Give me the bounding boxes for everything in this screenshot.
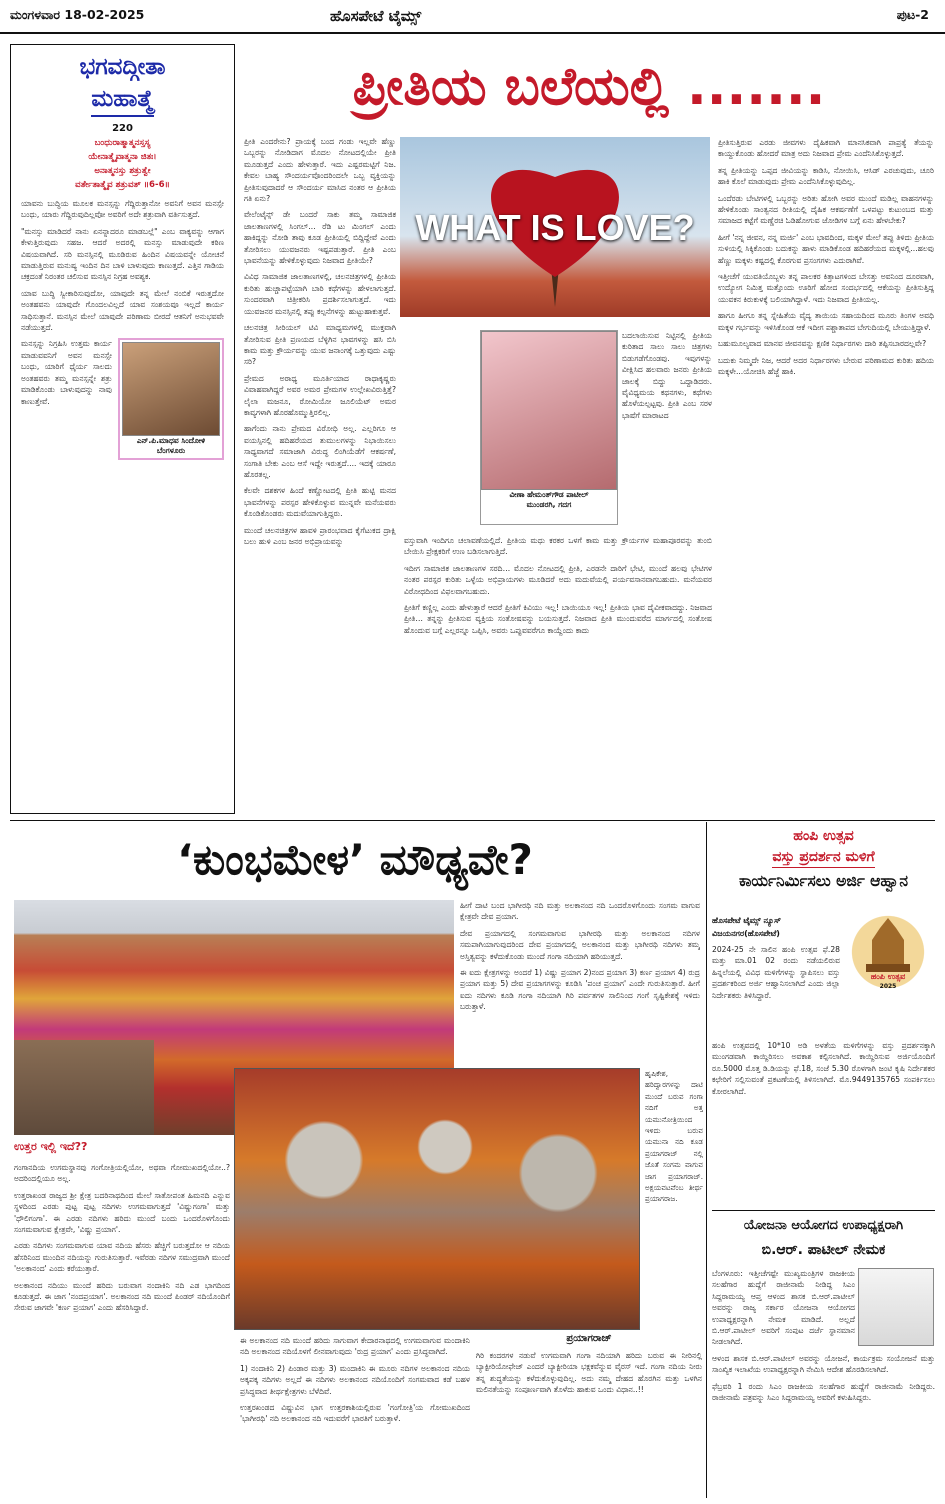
gita-author-photo xyxy=(122,342,220,436)
yojana-headline xyxy=(712,1214,935,1266)
river-water xyxy=(14,1040,154,1135)
love-author-photo xyxy=(481,331,617,490)
love-image xyxy=(400,137,710,317)
love-paragraph: ವೇಲೆಂಟೈನ್ಸ್ ಡೇ ಬಂದರೆ ಸಾಕು ತಮ್ಮ ಸಾಮಾಜಿಕ ಜಾಲತಾಣಗಳಲ್ಲಿ ಸಿಂಗಲ್… ರೆಡಿ ಟು ಮಿಂಗಲ್ ಎಂದು ಹಾಕಿದ್ದನ್ನು ನೋಡಿ ತಾವು ಕೂಡ ಪ್ರೀತಿಯಲ್ಲಿ ಬಿದ್ದಿದ್ದೇವೆ ಎಂದು ತೋರಿಸಲು ಯುವಜನರು ಇಷ್ಟಪಡುತ್ತಾರೆ. ಪ್ರೀತಿ ಎಂಬ ಭಾವನೆಯನ್ನು ಹೇಳಿಕೊಳ್ಳುವುದು ನಿಜವಾದ ಪ್ರೀತಿಯೇ? xyxy=(244,210,396,266)
kumbh-subhead: ಉತ್ತರ ಇಲ್ಲಿ ಇದೆ?? xyxy=(14,1140,88,1153)
love-column-2a xyxy=(622,330,712,530)
love-paragraph: ಬದಲಾಯಿಸುವ ನಿಟ್ಟಿನಲ್ಲಿ ಪ್ರೀತಿಯ ಕುರಿತಾದ ಸಾಲು ಸಾಲು ಚಿತ್ರಗಳು ಬಿಡುಗಡೆಗೊಂಡವು. ಇವುಗಳನ್ನು ವೀಕ್ಷಿಸಿದ ಹಲವಾರು ಜನರು ಪ್ರೀತಿಯ ಜಾಲಕ್ಕೆ ಬಿದ್ದು ಒದ್ದಾಡಿದರು. ವೈವಿಧ್ಯಮಯ ಕಥನಗಳು, ಕಥೆಗಳು ಹೊಳೆಯಲ್ಪಟ್ಟವು. ಪ್ರೀತಿ ಎಂಬ ಸರಳ ಭಾಷೆಗೆ ಮಾರಾಟದ xyxy=(622,331,712,420)
kumbh-headline: ‘ಕುಂಭಮೇಳ’ ಮೌಢ್ಯವೇ? xyxy=(177,835,533,884)
hampi-byline xyxy=(712,914,832,942)
love-paragraph: ಪ್ರೇಮದ ಅರಾಧ್ಯ ಮೂರ್ತಿಯಾದ ರಾಧಾಕೃಷ್ಣರು ವಿವಾಹವಾಗಿದ್ದರೆ ಅವರ ಅಮರ ಪ್ರೇಮಗಳ ಉಲ್ಲೇಖವಿರುತ್ತಿತ್ತೆ? ಲೈಲಾ ಮಜನೂ, ರೋಮಿಯೋ ಜೂಲಿಯೆಟ್ ಅಮರ ಕಾವ್ಯಗಳಾಗಿ ಹೊರಹೊಮ್ಮುತ್ತಿರಲಿಲ್ಲ. xyxy=(244,373,396,417)
yojana-text xyxy=(712,1268,935,1496)
gita-author-box xyxy=(118,338,224,460)
gita-paragraph: ಯಾವ ಬುದ್ಧಿ ಸ್ವೀಕಾರಿಸುವುದೋ, ಯಾವುದೇ ತನ್ನ ಮೇಲೆ ನಂಬಿಕೆ ಇರುತ್ತದೋ ಅಂತಹವನು ಯಾವುದೇ ಗೊಂದಲವಿಲ್ಲದೆ ಯಾವ ಸಂಶಯವೂ ಇಲ್ಲದೆ ಕಾರ್ಯ ಸಾಧಿಸುತ್ತಾನೆ. ಮನಸ್ಸಿನ ಮೇಲೆ ಯಾವುದೇ ಪರಿಣಾಮ ಬೀರದೆ ಆತನಿಗೆ ಅನುಭವವೇ ನಡೆಯುತ್ತದೆ. xyxy=(21,288,224,333)
kumbh-left-column xyxy=(14,1162,230,1492)
shloka-line: ಯೇನಾತ್ಮೈವಾತ್ಮನಾ ಜಿತಃ। xyxy=(88,152,157,162)
section-divider xyxy=(712,1210,935,1211)
love-column-3 xyxy=(718,137,934,815)
kumbh-bottom-right xyxy=(476,1350,702,1495)
column-divider xyxy=(706,822,707,1498)
kumbh-bottom-middle xyxy=(240,1335,470,1495)
hampi-byline-source: ಹೊಸಪೇಟೆ ಟೈಮ್ಸ್ ನ್ಯೂಸ್ xyxy=(712,916,781,925)
gita-paragraph: ಮನಸ್ಸನ್ನು ನಿಗ್ರಹಿಸಿ ಉತ್ತಮ ಕಾರ್ಯ ಮಾಡುವವನಿಗೆ ಅವನ ಮನಸ್ಸೇ ಬಂಧು, ಯಾರಿಗೆ ಧೈರ್ಯ ಸಾಲದು ಅಂತಹವರು ತಮ್ಮ ಮನಸ್ಸನ್ನೇ ಶತ್ರು ಮಾಡಿಕೊಂಡು ಬಾಳುವುದನ್ನು ನಾವು ಕಾಣುತ್ತೇವೆ. xyxy=(21,339,112,406)
love-paragraph: ಹಾಗೂ ಹೀಗೂ ತನ್ನ ಸ್ನೇಹಿತೆಯ ವೈದ್ಯ ತಾಯಿಯ ಸಹಾಯದಿಂದ ಮೂರು ತಿಂಗಳ ಅವಧಿ ಮಕ್ಕಳ ಗರ್ಭವನ್ನು ಇಳಿಸಿಕೊಂಡ ಆಕೆ ಇದೀಗ ಪಶ್ಚಾತಾಪದ ಬೇಗುದಿಯಲ್ಲಿ ಬೇಯುತ್ತಿದ್ದಾಳೆ. xyxy=(718,311,934,332)
kumbh-top-right-text xyxy=(460,900,700,1065)
hampi-title-line3: ಕಾರ್ಯನಿರ್ಮಿಸಲು ಅರ್ಜಿ ಆಹ್ವಾನ xyxy=(738,872,909,890)
love-paragraph: ಬದುಕು ನಿಮ್ಮದೇ ನಿಜ, ಆದರೆ ಅದರ ನಿರ್ಧಾರಗಳು ಬೇರುವ ಪರಿಣಾಮದ ಕುರಿತು ಹದಿಯ ಮಕ್ಕಳೇ...ಯೋಚಿಸಿ ಹೆಜ್ಜೆ ಹಾಕಿ. xyxy=(718,355,934,376)
love-author-name: ವೀಣಾ ಹೇಮಂತ್‌ಗೌಡ ಪಾಟೀಲ್ xyxy=(509,490,589,499)
gita-author-name: ಎನ್.ಪಿ.ಮಾಧವ ಸಿಂದೋಳಿ xyxy=(136,436,206,446)
yojana-title-line2: ಬಿ.ಆರ್. ಪಾಟೀಲ್ ನೇಮಕ xyxy=(761,1242,886,1258)
kumbh-sadhu-photo xyxy=(234,1068,640,1330)
love-paragraph: ತನ್ನ ಪ್ರೀತಿಯನ್ನು ಒಪ್ಪದ ಜೀವಿಯನ್ನು ಕಾಡಿಸಿ, ನೋಯಿಸಿ, ಆಸಿಡ್ ಎರಚುವುದು, ಚೂರಿ ಹಾಕಿ ಕೊಲೆ ಮಾಡುವುದು ಪ್ರೇಮ ಎಂದೆನಿಸಿಕೊಳ್ಳುವುದಿಲ್ಲ. xyxy=(718,165,934,187)
gita-title-line1: ಭಗವದ್ಗೀತಾ xyxy=(79,54,166,80)
kumbh-paragraph: ಅಲಕಾನಂದ ನದಿಯು ಮುಂದೆ ಹರಿದು ಬರುವಾಗ ನಂದಾಕಿನಿ ನದಿ ಎಡ ಭಾಗದಿಂದ ಕೂಡುತ್ತದೆ. ಈ ಜಾಗ 'ನಂದಪ್ರಯಾಗ'. ಅಲಕಾನಂದ ನದಿ ಮುಂದೆ ಪಿಂಡರ್ ನದಿಯೊಂದಿಗೆ ಸೇರುವ ಜಾಗವೇ 'ಕರ್ಣ ಪ್ರಯಾಗ' ಎಂದು ಹೆಸರಿಸಿದ್ದಾರೆ. xyxy=(14,1280,230,1313)
page-number: ಪುಟ-2 xyxy=(896,7,929,22)
kumbh-paragraph: ಉತ್ತರಾಖಂಡ ರಾಜ್ಯದ ಶ್ರೀ ಕ್ಷೇತ್ರ ಬದರಿನಾಥದಿಂದ ಮೇಲೆ ಸಾತೋಪಂತ ಹಿಮನದಿ ಎನ್ನುವ ಸ್ಥಳದಿಂದ ಎರಡು ಪುಟ್ಟ ಪುಟ್ಟ ನದಿಗಳು ಉಗಮವಾಗುತ್ತದೆ 'ವಿಷ್ಣುಗಂಗಾ' ಮತ್ತು 'ಧೌಲಿಗಂಗಾ'. ಈ ಎರಡು ನದಿಗಳು ಹರಿದು ಮುಂದೆ ಬಂದು ಒಂದರೊಳಗೊಂದು ಸಂಗಮವಾಗುವ ಕ್ಷೇತ್ರವೇ, 'ವಿಷ್ಣು ಪ್ರಯಾಗ'. xyxy=(14,1190,230,1235)
yojana-title-line1: ಯೋಜನಾ ಆಯೋಗದ ಉಪಾಧ್ಯಕ್ಷರಾಗಿ xyxy=(743,1218,904,1233)
love-paragraph: ಇದೀಗ ಸಾಮಾಜಿಕ ಜಾಲತಾಣಗಳ ಸರದಿ… ಮೊದಲ ನೋಟದಲ್ಲಿ ಪ್ರೀತಿ, ಎರಡನೇ ದಾರಿಗೆ ಭೇಟಿ, ಮುಂದೆ ಹಲವು ಭೇಟಿಗಳ ನಂತರ ಪರಸ್ಪರ ಕುರಿತು ಒಳ್ಳೆಯ ಅಭಿಪ್ರಾಯಗಳು ಮೂಡಿದರೆ ಅದು ಮದುವೆಯಲ್ಲಿ ಪರ್ಯವಸಾನವಾಗಬಹುದು. ಮನೆಯವರ ವಿರೋಧದಿಂದ ವಿಫಲವಾಗಬಹುದು. xyxy=(404,563,712,596)
yojana-paragraph: ಫೆಬ್ರವರಿ 1 ರಂದು ಸಿಎಂ ರಾಜಕೀಯ ಸಲಹೆಗಾರ ಹುದ್ದೆಗೆ ರಾಜೀನಾಮೆ ನೀಡಿದ್ದರು. ರಾಜೀನಾಮೆ ಪತ್ರವನ್ನು ಸಿಎಂ ಸಿದ್ದರಾಮಯ್ಯ ಅವರಿಗೆ ಕಳುಹಿಸಿದ್ದರು. xyxy=(712,1381,935,1403)
love-paragraph: ಪ್ರೀತಿಸುತ್ತಿರುವ ಎರಡು ಜೀವಗಳು ದೈಹಿಕವಾಗಿ ಮಾನಸಿಕವಾಗಿ ಪಾಪ್ರತ್ಯೆ ತೆಯನ್ನು ಕಾಯ್ದುಕೊಂಡು ಹೋದರೆ ಮಾತ್ರ ಅದು ನಿಜವಾದ ಪ್ರೇಮ ಎಂದೆನಿಸಿಕೊಳ್ಳುತ್ತದೆ. xyxy=(718,138,934,159)
gita-author-place: ಬೆಂಗಳೂರು xyxy=(156,446,186,456)
kumbh-paragraph: ಹೀಗೆ ದಾಟಿ ಬಂದ ಭಾಗೀರಥಿ ನದಿ ಮತ್ತು ಅಲಕಾನಂದ ನದಿ ಒಂದರೊಳಗೊಂದು ಸಂಗಮ ವಾಗುವ ಕ್ಷೇತ್ರವೇ ದೇವ ಪ್ರಯಾಗ. xyxy=(460,901,700,922)
hampi-title-line2: ವಸ್ತು ಪ್ರದರ್ಶನ ಮಳಿಗೆ xyxy=(772,847,874,868)
hampi-paragraph: 2024-25 ನೇ ಸಾಲಿನ ಹಂಪಿ ಉತ್ಸವ ಫೆ.28 ಮತ್ತು ಮಾ.01 02 ರಂದು ನಡೆಯಲಿರುವ ಹಿನ್ನಲೆಯಲ್ಲಿ ವಿವಿಧ ಮಳಿಗೆಗಳನ್ನು ಸ್ಥಾಪಿಸಲು ವಸ್ತು ಪ್ರದರ್ಶಕರಿಂದ ಅರ್ಜಿ ಆಹ್ವಾನಿಸಲಾಗಿದೆ ಎಂದು ಜಿಲ್ಲಾ ನಿರ್ದೇಶಕರು ತಿಳಿಸಿದ್ದಾರೆ. xyxy=(712,945,840,1000)
yojana-paragraph: ಬೆಂಗಳೂರು: ಇತ್ತೀಚೆಗಷ್ಟೇ ಮುಖ್ಯಮಂತ್ರಿಗಳ ರಾಜಕೀಯ ಸಲಹೆಗಾರ ಹುದ್ದೆಗೆ ರಾಜೀನಾಮೆ ನೀಡಿದ್ದ ಸಿಎಂ ಸಿದ್ದರಾಮಯ್ಯ ಆಪ್ತ ಆಳಂದ ಶಾಸಕ ಬಿ.ಆರ್.ಪಾಟೀಲ್ ಅವರನ್ನು ರಾಜ್ಯ ಸರ್ಕಾರ ಯೋಜನಾ ಆಯೋಗದ ಉಪಾಧ್ಯಕ್ಷರನ್ನಾಗಿ ನೇಮಕ ಮಾಡಿದೆ. ಅಲ್ಲದೆ ಬಿ.ಆರ್.ಪಾಟೀಲ್ ಅವರಿಗೆ ಸಂಪುಟ ದರ್ಜೆ ಸ್ಥಾನಮಾನ ನೀಡಲಾಗಿದೆ. xyxy=(712,1269,855,1347)
hampi-text-narrow xyxy=(712,944,840,1034)
shloka-line: ವರ್ತೇತಾತ್ಮೈವ ಶತ್ರುವತ್ ॥6-6॥ xyxy=(75,180,170,190)
kumbh-narrow-column xyxy=(645,1068,703,1330)
love-author-box xyxy=(480,330,618,525)
kumbh-paragraph: ಈ ಐದು ಕ್ಷೇತ್ರಗಳನ್ನು ಅಂದರೆ 1) ವಿಷ್ಣು ಪ್ರಯಾಗ 2)ನಂದ ಪ್ರಯಾಗ 3) ಕರ್ಣ ಪ್ರಯಾಗ 4) ರುದ್ರ ಪ್ರಯಾಗ ಮತ್ತು 5) ದೇವ ಪ್ರಯಾಗಗಳನ್ನು ಕೂಡಿಸಿ 'ಪಂಚ ಪ್ರಯಾಗ' ಎಂದೇ ಗುರುತಿಸುತ್ತಾರೆ. ಹೀಗೆ ಐದು ನದಿಗಳು ಕೂಡಿ ಗಂಗಾ ನದಿಯಾಗಿ ಗಿರಿ ಪರ್ವತಗಳ ಸಾಲಿನಿಂದ ಗಂಗೆ ಸೃಷ್ಟಿಕೇಶಕ್ಕೆ ಇಳಿದು ಬರುತ್ತಾಳೆ. xyxy=(460,968,700,1012)
kumbh-paragraph: ಗಿರಿ ಕಂದರಗಳ ನಡುವೆ ಉಗಮವಾಗಿ ಗಂಗಾ ನದಿಯಾಗಿ ಹರಿದು ಬರುವ ಈ ನೀರಿನಲ್ಲಿ ಬ್ಯಾಕ್ಟೀರಿಯೋಫೇಜ್ ಎಂದರೆ ಬ್ಯಾಕ್ಟೀರಿಯಾ ಭಕ್ಷಕವೆನ್ನುವ ವೈರಸ್ ಇದೆ. ಗಂಗಾ ನದಿಯ ನೀರು ತನ್ನ ಶುದ್ಧತೆಯನ್ನು ಕಳೆದುಕೊಳ್ಳುವುದಿಲ್ಲ. ಅದು ನಮ್ಮ ದೇಹದ ಹೊರಗಿನ ಮತ್ತು ಒಳಗಿನ ಮಲಿನತೆಯನ್ನು ಸಂಪೂರ್ಣವಾಗಿ ತೊಳೆದು ಹಾಕುವ ಒಂದು ವಿಧಾನ..!! xyxy=(476,1351,702,1395)
hampi-paragraph: ಹಂಪಿ ಉತ್ಸವದಲ್ಲಿ 10*10 ಅಡಿ ಅಳತೆಯ ಮಳಿಗೆಗಳನ್ನು ವಸ್ತು ಪ್ರದರ್ಶನಕ್ಕಾಗಿ ಮುಂಗಡವಾಗಿ ಕಾಯ್ದಿರಿಸಲು ಅವಕಾಶ ಕಲ್ಪಿಸಲಾಗಿದೆ. ಕಾಯ್ದಿರಿಸುವ ಅರ್ಜಿಯೊಂದಿಗೆ ರೂ.5000 ಮೊತ್ತ ಡಿ.ಡಿಯನ್ನು ಫೆ.18, ಸಂಜೆ 5.30 ರೊಳಗಾಗಿ ಜಂಟಿ ಕೃಷಿ ನಿರ್ದೇಶಕರ ಕಛೇರಿಗೆ ಸಲ್ಲಿಸುವಂತೆ ಪ್ರಕಟಣೆಯಲ್ಲಿ ತಿಳಿಸಲಾಗಿದೆ. ಮೊ.9449135765 ಸಂಪರ್ಕಿಸಲು ಕೋರಲಾಗಿದೆ. xyxy=(712,1041,935,1096)
love-headline: ಪ್ರೀತಿಯ ಬಲೆಯಲ್ಲಿ ....... xyxy=(352,57,826,117)
hampi-title-line1: ಹಂಪಿ ಉತ್ಸವ xyxy=(793,828,854,844)
gita-column xyxy=(10,44,235,814)
kumbh-paragraph: ಈ ಅಲಕಾನಂದ ನದಿ ಮುಂದೆ ಹರಿದು ಸಾಗುವಾಗ ಕೇದಾರನಾಥದಲ್ಲಿ ಉಗಮವಾಗುವ ಮಂದಾಕಿನಿ ನದಿ ಅಲಕಾನಂದ ನದಿಯೊಳಗೆ ಲೀನವಾಗುವುದು 'ರುದ್ರ ಪ್ರಯಾಗ' ಎಂದು ಪ್ರಸಿದ್ಧವಾಗಿದೆ. xyxy=(240,1336,470,1357)
logo-text: ಹಂಪಿ ಉತ್ಸವ xyxy=(870,972,906,981)
love-paragraph: ಮುಂದೆ ಚಲನಚಿತ್ರಗಳ ಹಾವಳಿ ಪ್ರಾರಂಭವಾದ ಕೈಗೆಟುಕದ ದ್ರಾಕ್ಷಿ ಬಲು ಹುಳಿ ಎಂಬ ಜನರ ಅಭಿಪ್ರಾಯವನ್ನು xyxy=(244,525,396,546)
love-paragraph: ಪ್ರೀತಿ ಎಂದರೇನು? ಪ್ರಾಯಕ್ಕೆ ಬಂದ ಗಂಡು ಇಲ್ಲವೇ ಹೆಣ್ಣು ಒಬ್ಬರನ್ನು ನೋಡಿದಾಗ ಮೊದಲ ನೋಟದಲ್ಲಿಯೇ ಪ್ರೀತಿ ಮೂಡುತ್ತದೆ ಎಂದು ಹೇಳುತ್ತಾರೆ. ಇದು ಎಷ್ಟರಮಟ್ಟಿಗೆ ನಿಜ. ಕೇವಲ ಬಾಹ್ಯ ಸೌಂದರ್ಯವೊಂದರಿಂದಲೇ ಒಬ್ಬ ವ್ಯಕ್ತಿಯನ್ನು ಪ್ರೀತಿಸುವುದಾದರೆ ಆ ಸೌಂದರ್ಯ ಮಾಸಿದ ನಂತರ ಆ ಪ್ರೀತಿಯ ಗತಿ ಏನು? xyxy=(244,137,396,204)
newspaper-title: ಹೊಸಪೇಟೆ ಟೈಮ್ಸ್ xyxy=(330,7,422,25)
love-paragraph: ವಿವಿಧ ಸಾಮಾಜಿಕ ಜಾಲತಾಣಗಳಲ್ಲಿ, ಚಲನಚಿತ್ರಗಳಲ್ಲಿ ಪ್ರೀತಿಯ ಕುರಿತು ಹುಚ್ಚಾಪಟ್ಟೆಯಾಗಿ ಬಾರಿ ಕಥೆಗಳನ್ನು ಹೇಳಲಾಗುತ್ತದೆ. ಸುಂದರವಾಗಿ ಚಿತ್ರೀಕರಿಸಿ ಪ್ರದರ್ಶಿಸಲಾಗುತ್ತದೆ. ಇದು ಯುವಜನರ ಮನಸ್ಸಿನಲ್ಲಿ ತಪ್ಪು ಕಲ್ಪನೆಗಳನ್ನು ಹುಟ್ಟುಹಾಕುತ್ತವೆ. xyxy=(244,272,396,316)
love-column-2b xyxy=(404,535,712,815)
shloka-line: ಅನಾತ್ಮನಸ್ತು ಶತ್ರುತ್ವೇ xyxy=(94,166,151,176)
hampi-headline xyxy=(712,826,935,912)
love-paragraph: ಇತ್ತೀಚೆಗೆ ಯುವತಿಯೊಬ್ಬಳು ತನ್ನ ಪಾಲಕರ ಕಿತ್ತಾಟಗಳಿಂದ ಬೇಸತ್ತು ಅವನಿಂದ ದೂರವಾಗಿ, ಉದ್ಯೋಗ ನಿಮಿತ್ತ ಮತ್ತೊಂದು ಊರಿಗೆ ಹೋದ ಸಂದರ್ಭದಲ್ಲಿ ಆಕೆಯನ್ನು ಪ್ರೀತಿಸುತ್ತಿದ್ದ ಯುವಕನ ಕಿರುಕುಳಕ್ಕೆ ಬಲಿಯಾಗಿದ್ದಾಳೆ. ಇದು ನಿಜವಾದ ಪ್ರೀತಿಯಲ್ಲ. xyxy=(718,272,934,304)
love-author-place: ಮುಂಡರಗಿ, ಗದಗ xyxy=(526,500,572,509)
love-paragraph: ಹೀಗೆ 'ನನ್ನ ಜೀವನ, ನನ್ನ ಮರ್ಜಿ' ಎಂಬ ಭಾವದಿಂದ, ಮಕ್ಕಳ ಮೇಲೆ ತಪ್ಪು ತಿಳಿದು ಪ್ರೀತಿಯ ಸುಳಿಯಲ್ಲಿ ಸಿಕ್ಕಿಕೊಂಡು ಬದುಕನ್ನು ಹಾಳು ಮಾಡಿಕೊಂಡ ಹದಿಹರೆಯದ ಮಕ್ಕಳಲ್ಲಿ...ಹಲವು ಹೆಣ್ಣು ಮಕ್ಕಳು ಕಷ್ಟದಲ್ಲಿ ಕೊರಗುವ ಪ್ರಸಂಗಗಳು ಎದುರಾಗಿವೆ. xyxy=(718,232,934,265)
love-paragraph: ಚಲನಚಿತ್ರ ಸೀರಿಯಲ್ ಟಿವಿ ಮಾಧ್ಯಮಗಳಲ್ಲಿ ಮುಕ್ತವಾಗಿ ತೋರಿಸುವ ಪ್ರೀತಿ ಪ್ರಣಯದ ಬೆಳ್ಳಿಗಿನ ಭಾವಗಳನ್ನು ಹಸಿ ಬಿಸಿ ಕಾಮ ಮತ್ತು ಕ್ರೌರ್ಯವನ್ನು ಯುವ ಜನಾಂಗಕ್ಕೆ ಒತ್ತುವುದು ಎಷ್ಟು ಸರಿ? xyxy=(244,323,396,367)
yojana-paragraph: ಆಳಂದ ಶಾಸಕ ಬಿ.ಆರ್.ಪಾಟೀಲ್ ಅವರನ್ನು ಯೋಜನೆ, ಕಾರ್ಯಕ್ರಮ ಸಂಯೋಜನೆ ಮತ್ತು ಸಾಂಖ್ಯಿಕ ಇಲಾಖೆಯ ಉಪಾಧ್ಯಕ್ಷರನ್ನಾಗಿ ನೇಮಿಸಿ ಆದೇಶ ಹೊರಡಿಸಲಾಗಿದೆ. xyxy=(712,1353,935,1375)
love-image-text: WHAT IS LOVE? xyxy=(415,207,695,248)
love-paragraph: ಕೆಲವೇ ದಶಕಗಳ ಹಿಂದೆ ಕಣ್ಣೋಟದಲ್ಲಿ ಪ್ರೀತಿ ಹುಟ್ಟಿ ಮನದ ಭಾವನೆಗಳನ್ನು ಪರಸ್ಪರ ಹೇಳಿಕೊಳ್ಳುವ ಮುನ್ನವೇ ಮನೆಯವರು ಕೊಂಡಿಕೊಂಡರು ಮದುವೆಯಾಗುತ್ತಿದ್ದರು. xyxy=(244,486,396,519)
love-column-1 xyxy=(244,136,396,814)
shloka-line: ಬಂಧುರಾತ್ಮಾತ್ಮನಸ್ತಸ್ಯ xyxy=(94,138,151,148)
kumbh-paragraph: ಗಂಗಾನದಿಯ ಉಗಮಸ್ಥಾನವು ಗಂಗೋತ್ರಿಯಲ್ಲಿಯೋ, ಅಥವಾ ಗೋಮುಖದಲ್ಲಿಯೋ..? ಅದರಿಂದಲ್ಲಿಯೂ ಅಲ್ಲ. xyxy=(14,1163,230,1184)
kumbh-paragraph: 1) ನಂದಾಕಿನಿ 2) ಪಿಂಡಾರ ಮತ್ತು 3) ಮಂದಾಕಿನಿ ಈ ಮೂರು ನದಿಗಳ ಅಲಕಾನಂದ ನದಿಯ ಅಕ್ಕಪಕ್ಕ ನದಿಗಳು ಅಲ್ಲದೆ ಈ ನದಿಗಳು ಅಲಕಾನಂದ ನದಿಯೊಂದಿಗೆ ಸಂಗಮವಾದ ಕಡೆ ಬಹಳ ಪ್ರಸಿದ್ಧವಾದ ತೀರ್ಥಕ್ಷೇತ್ರಗಳು ಬೆಳೆದಿವೆ. xyxy=(240,1363,470,1396)
gita-paragraph: ಯಾವನು ಬುದ್ಧಿಯ ಮೂಲಕ ಮನಸ್ಸನ್ನು ಗೆದ್ದಿರುತ್ತಾನೋ ಅವನಿಗೆ ಅವನ ಮನಸ್ಸೇ ಬಂಧು, ಯಾರು ಗೆದ್ದಿರುವುದಿಲ್ಲವೋ ಅವರಿಗೆ ಅದೇ ಶತ್ರುವಾಗಿ ವರ್ತಿಸುತ್ತದೆ. xyxy=(21,199,224,220)
gita-title xyxy=(21,51,224,117)
kumbh-paragraph: ಎರಡು ನದಿಗಳು ಸಂಗಮವಾಗುವ ಯಾವ ನದಿಯ ಹೆಸರು ಹೆಚ್ಚಿಗೆ ಬರುತ್ತದೋ ಆ ನದಿಯ ಹೆಸರಿನಿಂದ ಮುಂದಿನ ನದಿಯನ್ನು ಗುರುತಿಸುತ್ತಾರೆ. ಇವೆರಡು ನದಿಗಳ ಸಮುದ್ರವಾಗಿ ಮುಂದೆ 'ಅಲಕಾನಂದ' ಎಂದು ಕರೆಯುತ್ತಾರೆ. xyxy=(14,1241,230,1274)
love-paragraph: ವಸ್ತುವಾಗಿ ಇಂದಿಗೂ ಚಲಾವಣೆಯಲ್ಲಿದೆ. ಪ್ರೀತಿಯ ಮಧು ಕರಕರ ಒಳಗೆ ಕಾಮ ಮತ್ತು ಕ್ರೌರ್ಯಗಳ ಮಹಾಪೂರವನ್ನು ತುಂಬಿ ಬೇಯಿಸಿ ಪ್ರೇಕ್ಷಕರಿಗೆ ಉಣ ಬಡಿಸಲಾಗುತ್ತಿದೆ. xyxy=(404,536,712,557)
love-paragraph: ಬಹುಮೂಲ್ಯವಾದ ಮಾನವ ಜೀವನವನ್ನು ಕ್ಷಣಿಕ ನಿರ್ಧಾರಗಳು ದಾರಿ ತಪ್ಪಿಸಬಾರದಲ್ಲವೇ? xyxy=(718,339,927,349)
love-paragraph: ಪ್ರೀತಿಗೆ ಕಣ್ಣಿಲ್ಲ ಎಂದು ಹೇಳುತ್ತಾರೆ ಆದರೆ ಪ್ರೀತಿಗೆ ಕಿವಿಯು ಇಲ್ಲ! ಬಾಯಿಯೂ ಇಲ್ಲ! ಪ್ರೀತಿಯ ಭಾವ ದೈವೀಕವಾದದ್ದು. ನಿಜವಾದ ಪ್ರೀತಿ… ತನ್ನನ್ನು ಪ್ರೀತಿಸುವ ವ್ಯಕ್ತಿಯ ಸಂತೋಷವನ್ನು ಬಯಸುತ್ತದೆ. ನಿಜವಾದ ಪ್ರೀತಿ ಮುಂದುವರೆದ ಮಾರ್ಗದಲ್ಲಿ ಸಂತೋಷ ಹೊಂದುವ ಬಗ್ಗೆ ಎಲ್ಲರನ್ನೂ ಒಪ್ಪಿಸಿ, ಅವರು ಒಪ್ಪುವವರೆಗೂ ಕಾಯ್ದೆಂದು ಕಾದು xyxy=(404,603,712,635)
love-paragraph: ಒಂದೆರಡು ಬೇಟಿಗಳಲ್ಲಿ ಒಬ್ಬರನ್ನು ಅರಿತು ಹೋಗಿ ಅವರ ಮುಂದೆ ಮಡಿಲ್ಲ ವಾಹನಗಳನ್ನು ಹೇಳಿಕೊಂಡು ಸಾಂತ್ವನದ ರೀತಿಯಲ್ಲಿ ದೈಹಿಕ ಆಕರ್ಷಣೆಗೆ ಒಳಪಟ್ಟು ಕುಟುಂಬದ ಮತ್ತು ಸಮಾಜದ ಕಟ್ಟೆಗೆ ಮಣ್ಣೆರಚಿ ಓಡಿಹೋಗುವ ಜೋಡಿಗಳ ಬಗ್ಗೆ ಏನು ಹೇಳಬೇಕು? xyxy=(718,193,934,226)
kumbh-paragraph: ಹೃಷಿಕೇಶ, ಹರಿದ್ವಾರಗಳನ್ನು ದಾಟಿ ಮುಂದೆ ಬರುವ ಗಂಗಾ ನದಿಗೆ ಅತ್ತ ಯಮುನೋತ್ರಿಯಿಂದ ಇಳಿದು ಬರುವ ಯಮುನಾ ನದಿ ಕೂಡ ಪ್ರಯಾಗರಾಜ್ ನಲ್ಲಿ ಜೊತೆ ಸಂಗಮ ವಾಗುವ ಜಾಗ ಪ್ರಯಾಗರಾಜ್. ಅಕ್ಷಯವಟವೆಂಬ ತೀರ್ಥ ಪ್ರಯಾಗರಾಜ. xyxy=(645,1069,703,1204)
page-header xyxy=(0,0,945,34)
kumbh-paragraph: ಉತ್ತರಖಂಡದ ವಿಷ್ಣುವಿನ ಭಾಗ ಉತ್ತರಕಾಶಿಯಲ್ಲಿರುವ 'ಗಂಗೋತ್ರಿ'ಯ ಗೋಮುಖದಿಂದ 'ಭಾಗೀರಥಿ' ನದಿ ಅಲಕಾನಂದ ನದಿ ಇದುವರೆಗೆ ಭಾರತಿಗೆ ಬರುತ್ತಾಳೆ. xyxy=(240,1403,470,1424)
gita-title-line2: ಮಹಾತ್ಮೆ xyxy=(91,83,153,117)
hampi-byline-place: ವಿಜಯನಗರ(ಹೊಸಪೇಟೆ) xyxy=(712,929,780,938)
header-date: ಮಂಗಳವಾರ 18-02-2025 xyxy=(10,7,145,22)
hampi-text xyxy=(712,1040,935,1208)
kumbh-photo-caption: ಪ್ರಯಾಗರಾಜ್ xyxy=(566,1333,612,1344)
section-divider xyxy=(10,820,935,821)
love-paragraph: ಹಾಗೆಂದು ನಾನು ಪ್ರೇಮದ ವಿರೋಧಿ ಅಲ್ಲ. ಎಲ್ಲರಿಗೂ ಆ ವಯಸ್ಸಿನಲ್ಲಿ ಹದಿಹರೆಯದ ತುಮುಲಗಳನ್ನು ನಿಭಾಯಿಸಲು ಸಾಧ್ಯವಾಗದೆ ಸಮಾಜಾಗಿ ವಿರುದ್ಧ ಲಿಂಗಿಯೆಡೆಗೆ ಆಕರ್ಷಣೆ, ಸಂಗಾತಿ ಬೇಕು ಎಂಬ ಆಸೆ ಇದ್ದೇ ಇರುತ್ತದೆ.... ಇದಕ್ಕೆ ಯಾರೂ ಹೊರತಲ್ಲ. xyxy=(244,424,396,479)
gita-shloka xyxy=(21,136,224,192)
hampi-utsav-logo xyxy=(842,906,934,998)
logo-year: 2025 xyxy=(879,983,897,990)
gita-number: 220 xyxy=(112,123,133,134)
gita-paragraph: "ಮನಸ್ಸು ಮಾಡಿದರೆ ನಾನು ಏನನ್ನಾದರೂ ಮಾಡಬಲ್ಲೆ" ಎಂಬ ವಾಕ್ಯವನ್ನು ಆಗಾಗ ಕೇಳುತ್ತಿರುವುದು ಸಹಜ. ಆದರೆ ಅದರಲ್ಲಿ ಮನಸ್ಸು ಮಾಡುವುದೇ ಕಠಿಣ ವಿಷಯವಾಗಿದೆ. ಸರಿ ಮನಸ್ಸಿನಲ್ಲಿ ಮೂಡಿರುವ ಹಿಂದಿನ ವಿಷಯವನ್ನೇ ಯೋಚನೆ ಮಾಡುತ್ತಿರುವ ಮನುಷ್ಯ ಇಂದಿನ ದಿನ ಬಾಳಿ ಬಾಳುವುದು ಕಾಣುತ್ತದೆ. ಎತ್ತಿನ ಗಾಡಿಯ ಚಕ್ರದಂತೆ ನಿರಂತರ ಚಲಿಸುವ ಮನಸ್ಸಿನ ನಿಗ್ರಹ ಅವಶ್ಯಕ. xyxy=(21,226,224,282)
kumbh-paragraph: ದೇವ ಪ್ರಯಾಗದಲ್ಲಿ ಸಂಗಮವಾಗುವ ಭಾಗೀರಥಿ ಮತ್ತು ಅಲಕಾನಂದ ನದಿಗಳ ಸಮಪಾಗಿಯಾಗುವುದರಿಂದ ದೇವ ಪ್ರಯಾಗದಲ್ಲಿ ಅಲಕಾನಂದ ಮತ್ತು ಭಾಗೀರಥಿ ನದಿಗಳು ತಮ್ಮ ಅಸ್ತಿತ್ವವನ್ನು ಕಳೆದುಕೊಂಡು ಮುಂದೆ ಗಂಗಾ ನದಿಯಾಗಿ ಹರಿಯುತ್ತದೆ. xyxy=(460,928,700,961)
